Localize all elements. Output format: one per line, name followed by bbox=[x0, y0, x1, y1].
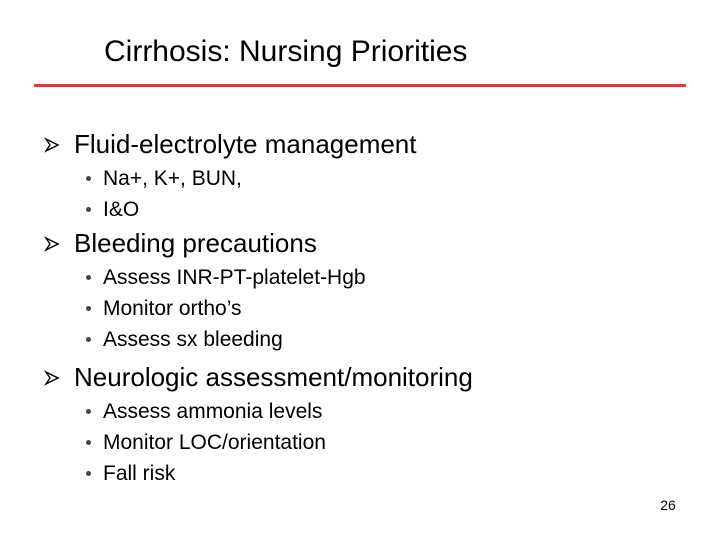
section-heading: Fluid-electrolyte management bbox=[74, 129, 417, 159]
list-item-text: Monitor LOC/orientation bbox=[103, 431, 326, 454]
page-number: 26 bbox=[660, 497, 676, 513]
list-item-text: Na+, K+, BUN, bbox=[103, 167, 242, 190]
bullet-dot-icon bbox=[86, 471, 91, 476]
section-heading: Neurologic assessment/monitoring bbox=[74, 362, 473, 392]
list-item-text: Monitor ortho’s bbox=[103, 297, 242, 320]
list-item-text: I&O bbox=[103, 198, 140, 221]
list-item-text: Assess sx bleeding bbox=[103, 328, 283, 351]
bullet-dot-icon bbox=[86, 275, 91, 280]
bullet-dot-icon bbox=[86, 306, 91, 311]
list-item-text: Assess ammonia levels bbox=[103, 400, 323, 423]
bullet-dot-icon bbox=[86, 337, 91, 342]
bullet-dot-icon bbox=[86, 176, 91, 181]
arrow-bullet-icon bbox=[44, 370, 60, 386]
arrow-bullet-icon bbox=[44, 137, 60, 153]
list-item-text: Assess INR-PT-platelet-Hgb bbox=[103, 266, 366, 289]
title-divider bbox=[34, 84, 686, 87]
section-heading: Bleeding precautions bbox=[74, 228, 317, 258]
bullet-dot-icon bbox=[86, 207, 91, 212]
slide-title: Cirrhosis: Nursing Priorities bbox=[104, 35, 468, 68]
bullet-dot-icon bbox=[86, 440, 91, 445]
arrow-bullet-icon bbox=[44, 236, 60, 252]
bullet-dot-icon bbox=[86, 409, 91, 414]
list-item-text: Fall risk bbox=[103, 462, 176, 485]
